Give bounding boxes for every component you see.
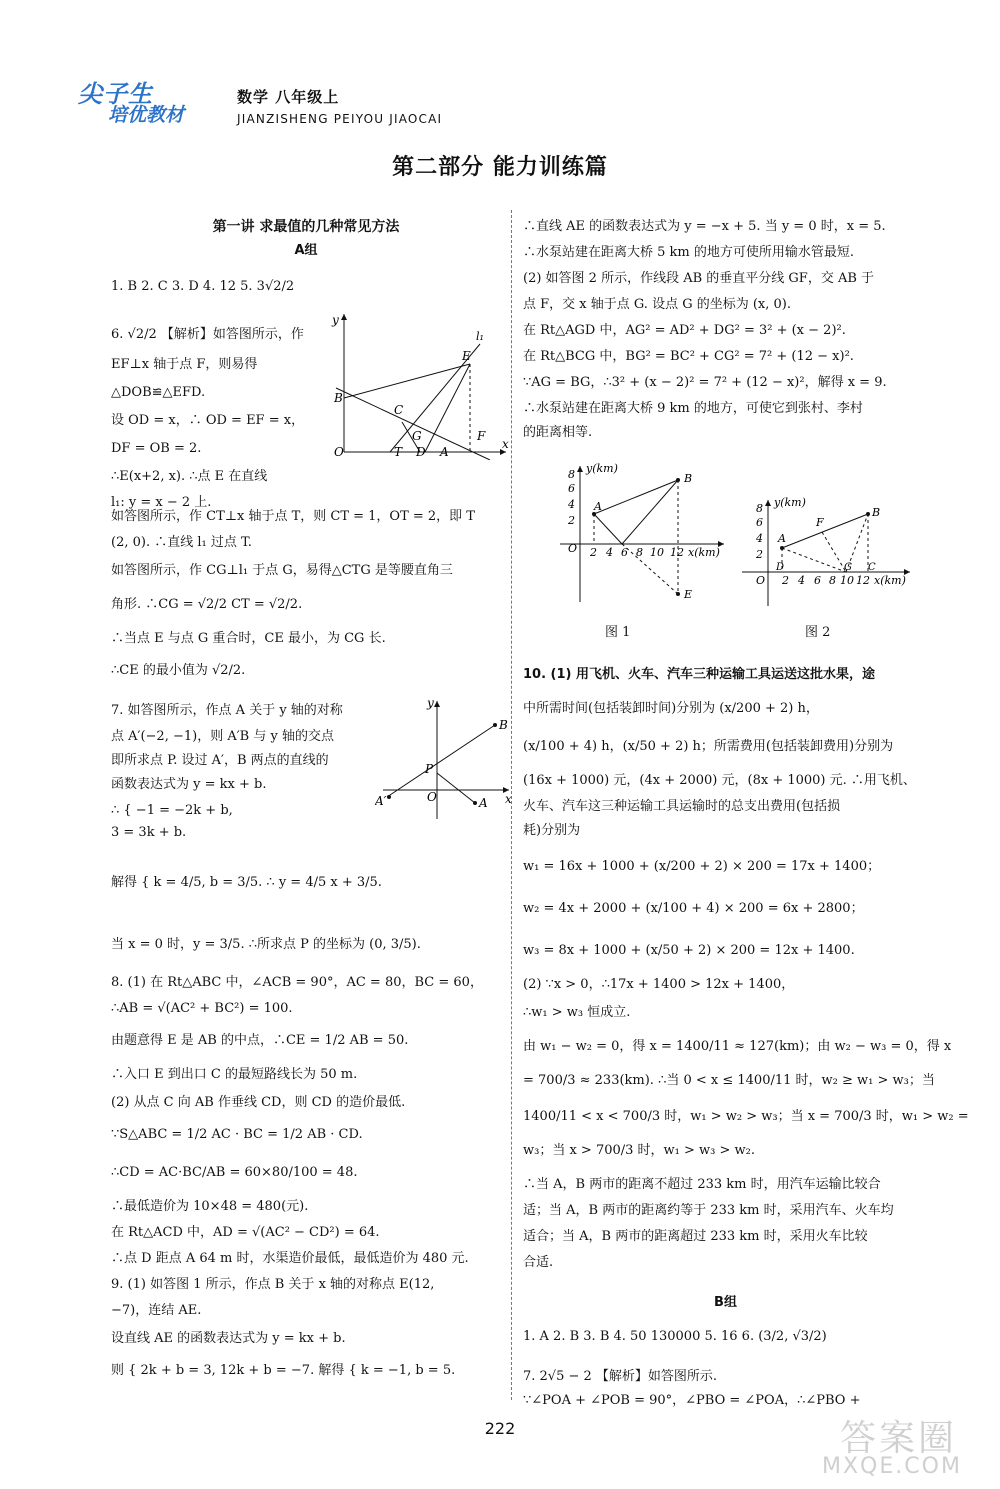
fig-tick-6: 6 (756, 516, 763, 529)
logo-line1: 尖子生 (78, 80, 153, 108)
logo-line2: 培优教材 (108, 104, 185, 126)
fig-label-C: C (868, 562, 876, 573)
fig-label-B: B (334, 391, 343, 405)
fig-tick-x2: 2 (782, 574, 789, 587)
lecture-title: 第一讲 求最值的几种常见方法 (212, 219, 400, 235)
fig-label-O: O (756, 574, 766, 587)
part-title: 第二部分 能力训练篇 (392, 155, 608, 180)
answer-line: 1. A 2. B 3. B 4. 50 130000 5. 16 6. (3/2, √3/2) (523, 1329, 827, 1344)
answer-line: 点 A′(−2, −1)，则 A′B 与 y 轴的交点 (111, 729, 334, 744)
fig-label-D: D (776, 562, 785, 573)
fig-tick-8: 8 (568, 468, 575, 481)
answer-line: 6. √2/2 【解析】如答图所示，作 (111, 327, 304, 342)
answer-line: ∴w₁ > w₃ 恒成立. (523, 1005, 631, 1020)
fig-label-F: F (816, 516, 824, 529)
fig-tick-x8: 8 (636, 546, 643, 559)
answer-line: 在 Rt△ACD 中，AD = √(AC² − CD²) = 64. (111, 1225, 380, 1240)
answer-line: EF⊥x 轴于点 F，则易得 (111, 357, 258, 372)
answer-line: 1. B 2. C 3. D 4. 12 5. 3√2/2 (111, 279, 295, 294)
publisher-logo (74, 74, 224, 132)
answer-line: ∵S△ABC = 1/2 AC · BC = 1/2 AB · CD. (111, 1127, 363, 1142)
answer-line: 在 Rt△AGD 中，AG² = AD² + DG² = 3² + (x − 2)². (523, 323, 846, 338)
fig-label-E: E (684, 588, 693, 601)
answer-line: 火车、汽车这三种运输工具运输时的总支出费用(包括损 (523, 799, 841, 814)
answer-line: ∴入口 E 到出口 C 的最短路线长为 50 m. (111, 1067, 358, 1082)
answer-line: w₁ = 16x + 1000 + (x/200 + 2) × 200 = 17x + 1400； (523, 859, 881, 874)
answer-line: 7. 2√5 − 2 【解析】如答图所示. (523, 1369, 718, 1384)
answer-line: ∴最低造价为 10×48 = 480(元). (111, 1199, 309, 1214)
watermark-line2: MXQE.COM (822, 1454, 962, 1479)
group-a-heading: A组 (294, 243, 318, 258)
fig-label-A-prime: A′ (375, 794, 387, 808)
book-title: 数学 八年级上 (237, 88, 340, 106)
answer-line: ∵AG = BG，∴3² + (x − 2)² = 7² + (12 − x)²，解得 x = 9. (523, 375, 887, 390)
answer-line: ∵∠POA + ∠POB = 90°，∠PBO = ∠POA，∴∠PBO + (523, 1393, 861, 1408)
answer-line: ∴E(x+2, x). ∴点 E 在直线 (111, 469, 268, 484)
q7-figure (375, 695, 515, 825)
answer-line: = 700/3 ≈ 233(km). ∴当 0 < x ≤ 1400/11 时，w₂ ≥ w₁ > w₃；当 (523, 1073, 935, 1088)
answer-line: (2) 如答图 2 所示，作线段 AB 的垂直平分线 GF，交 AB 于 (523, 271, 875, 286)
answer-line: 函数表达式为 y = kx + b. (111, 777, 267, 792)
fig-label-B: B (684, 472, 693, 485)
answer-line: 设 OD = x，∴ OD = EF = x， (111, 413, 305, 428)
fig-label-y: y (332, 313, 339, 327)
answer-line: ∴水泵站建在距离大桥 9 km 的地方，可使它到张村、李村 (523, 401, 863, 416)
answer-line: ∴CD = AC·BC/AB = 60×80/100 = 48. (111, 1165, 358, 1180)
watermark-line1: 答案圈 (840, 1418, 958, 1459)
answer-line: w₃ = 8x + 1000 + (x/50 + 2) × 200 = 12x + 1400. (523, 943, 855, 958)
book-subtitle: JIANZISHENG PEIYOU JIAOCAI (237, 112, 443, 126)
answer-line: 合适. (523, 1255, 554, 1270)
answer-line: △DOB≌△EFD. (111, 385, 206, 400)
fig-label-x-km: x(km) (688, 546, 720, 559)
answer-line: ∴点 D 距点 A 64 m 时，水渠造价最低，最低造价为 480 元. (111, 1251, 469, 1266)
answer-line: (x/100 + 4) h，(x/50 + 2) h；所需费用(包括装卸费用)分别为 (523, 739, 894, 754)
page-number: 222 (484, 1419, 516, 1438)
answer-line: 当 x = 0 时，y = 3/5. ∴所求点 P 的坐标为 (0, 3/5). (111, 937, 421, 952)
fig-label-y-km: y(km) (586, 462, 618, 475)
fig-tick-x6: 6 (621, 546, 628, 559)
fig-tick-8: 8 (756, 502, 763, 515)
answer-line: 在 Rt△BCG 中，BG² = BC² + CG² = 7² + (12 − x)². (523, 349, 854, 364)
answer-line: 如答图所示，作 CG⊥l₁ 于点 G，易得△CTG 是等腰直角三 (111, 563, 453, 578)
fig-tick-6: 6 (568, 482, 575, 495)
group-b-heading: B组 (714, 1295, 737, 1310)
answer-line: 10. (1) 用飞机、火车、汽车三种运输工具运送这批水果，途 (523, 667, 876, 682)
fig-label-y-km: y(km) (774, 496, 806, 509)
watermark (800, 1410, 990, 1482)
answer-line: 3 = 3k + b. (111, 825, 187, 840)
fig-label-C: C (394, 403, 404, 417)
q9-figure-1 (548, 462, 728, 612)
answer-line: 由 w₁ − w₂ = 0，得 x = 1400/11 ≈ 127(km)；由 w₂ − w₃ = 0，得 x (523, 1039, 952, 1054)
answer-line: 9. (1) 如答图 1 所示，作点 B 关于 x 轴的对称点 E(12, (111, 1277, 435, 1292)
fig-tick-2: 2 (756, 548, 763, 561)
fig-tick-2: 2 (568, 514, 575, 527)
fig-label-A: A (594, 500, 602, 513)
fig-label-x: x (505, 792, 512, 806)
fig-tick-4: 4 (568, 498, 575, 511)
fig-label-x-km: x(km) (874, 574, 906, 587)
fig-tick-x8: 8 (829, 574, 836, 587)
answer-line: ∴AB = √(AC² + BC²) = 100. (111, 1001, 293, 1016)
figure1-caption: 图 1 (605, 625, 631, 640)
answer-line: −7)，连结 AE. (111, 1303, 202, 1318)
fig-label-O: O (568, 542, 578, 555)
answer-line: 角形. ∴CG = √2/2 CT = √2/2. (111, 597, 303, 612)
fig-tick-x2: 2 (590, 546, 597, 559)
fig-tick-x4: 4 (798, 574, 805, 587)
fig-label-B: B (499, 718, 508, 732)
fig-label-G: G (844, 562, 852, 573)
fig-label-y: y (427, 696, 434, 710)
answer-line: ∴当点 E 与点 G 重合时，CE 最小，为 CG 长. (111, 631, 386, 646)
answer-line: 即所求点 P. 设过 A′，B 两点的直线的 (111, 753, 329, 768)
q9-figure-2 (740, 496, 920, 612)
fig-label-O: O (334, 445, 344, 459)
fig-tick-x12: 12 (856, 574, 870, 587)
answer-line: 则 { 2k + b = 3, 12k + b = −7. 解得 { k = −1, b = 5. (111, 1363, 456, 1378)
fig-label-A: A (778, 532, 786, 545)
fig-tick-x12: 12 (670, 546, 684, 559)
answer-line: 中所需时间(包括装卸时间)分别为 (x/200 + 2) h， (523, 701, 819, 716)
fig-label-G: G (412, 429, 422, 443)
fig-tick-x10: 10 (840, 574, 854, 587)
fig-label-F: F (477, 429, 486, 443)
answer-line: w₃；当 x > 700/3 时，w₁ > w₃ > w₂. (523, 1143, 756, 1158)
answer-line: 点 F，交 x 轴于点 G. 设点 G 的坐标为 (x, 0). (523, 297, 791, 312)
answer-line: w₂ = 4x + 2000 + (x/100 + 4) × 200 = 6x + 2800； (523, 901, 864, 916)
answer-line: 耗)分别为 (523, 823, 581, 838)
fig-label-A: A (479, 796, 488, 810)
fig-label-T: T (394, 445, 403, 459)
answer-line: 7. 如答图所示，作点 A 关于 y 轴的对称 (111, 703, 343, 718)
answer-line: ∴ { −1 = −2k + b, (111, 803, 233, 818)
answer-line: 1400/11 < x < 700/3 时，w₁ > w₂ > w₃；当 x = 700/3 时，w₁ > w₂ = (523, 1109, 969, 1124)
answer-line: 适合；当 A，B 两市的距离超过 233 km 时，采用火车比较 (523, 1229, 868, 1244)
answer-line: 8. (1) 在 Rt△ABC 中，∠ACB = 90°，AC = 80，BC = 60， (111, 975, 483, 990)
answer-line: 解得 { k = 4/5, b = 3/5. ∴ y = 4/5 x + 3/5. (111, 875, 382, 890)
answer-line: 的距离相等. (523, 425, 593, 440)
answer-line: (2, 0). ∴直线 l₁ 过点 T. (111, 535, 252, 550)
fig-label-l1: l₁ (476, 330, 484, 343)
q6-figure (330, 310, 510, 460)
fig-tick-x6: 6 (814, 574, 821, 587)
fig-label-x: x (502, 437, 509, 451)
answer-line: 由题意得 E 是 AB 的中点，∴CE = 1/2 AB = 50. (111, 1033, 409, 1048)
answer-line: 如答图所示，作 CT⊥x 轴于点 T，则 CT = 1，OT = 2，即 T (111, 509, 475, 524)
figure2-caption: 图 2 (805, 625, 831, 640)
answer-line: (2) ∵x > 0，∴17x + 1400 > 12x + 1400， (523, 977, 795, 992)
answer-line: (2) 从点 C 向 AB 作垂线 CD，则 CD 的造价最低. (111, 1095, 406, 1110)
fig-label-P: P (425, 762, 434, 776)
answer-line: l₁: y = x − 2 上. (111, 495, 212, 510)
answer-line: 设直线 AE 的函数表达式为 y = kx + b. (111, 1331, 346, 1346)
answer-line: ∴CE 的最小值为 √2/2. (111, 663, 246, 678)
fig-tick-x10: 10 (650, 546, 664, 559)
answer-line: DF = OB = 2. (111, 441, 202, 456)
fig-label-D: D (416, 445, 426, 459)
fig-label-B: B (872, 506, 881, 519)
fig-tick-4: 4 (756, 532, 763, 545)
answer-line: ∴直线 AE 的函数表达式为 y = −x + 5. 当 y = 0 时，x = 5. (523, 219, 886, 234)
fig-label-E: E (462, 349, 471, 363)
fig-tick-x4: 4 (606, 546, 613, 559)
answer-line: 适；当 A，B 两市的距离约等于 233 km 时，采用汽车、火车均 (523, 1203, 894, 1218)
answer-line: ∴当 A，B 两市的距离不超过 233 km 时，用汽车运输比较合 (523, 1177, 881, 1192)
fig-label-O: O (427, 790, 437, 804)
answer-line: (16x + 1000) 元，(4x + 2000) 元，(8x + 1000) 元. ∴用飞机、 (523, 773, 916, 788)
answer-line: ∴水泵站建在距离大桥 5 km 的地方可使所用输水管最短. (523, 245, 855, 260)
fig-label-A: A (440, 445, 449, 459)
